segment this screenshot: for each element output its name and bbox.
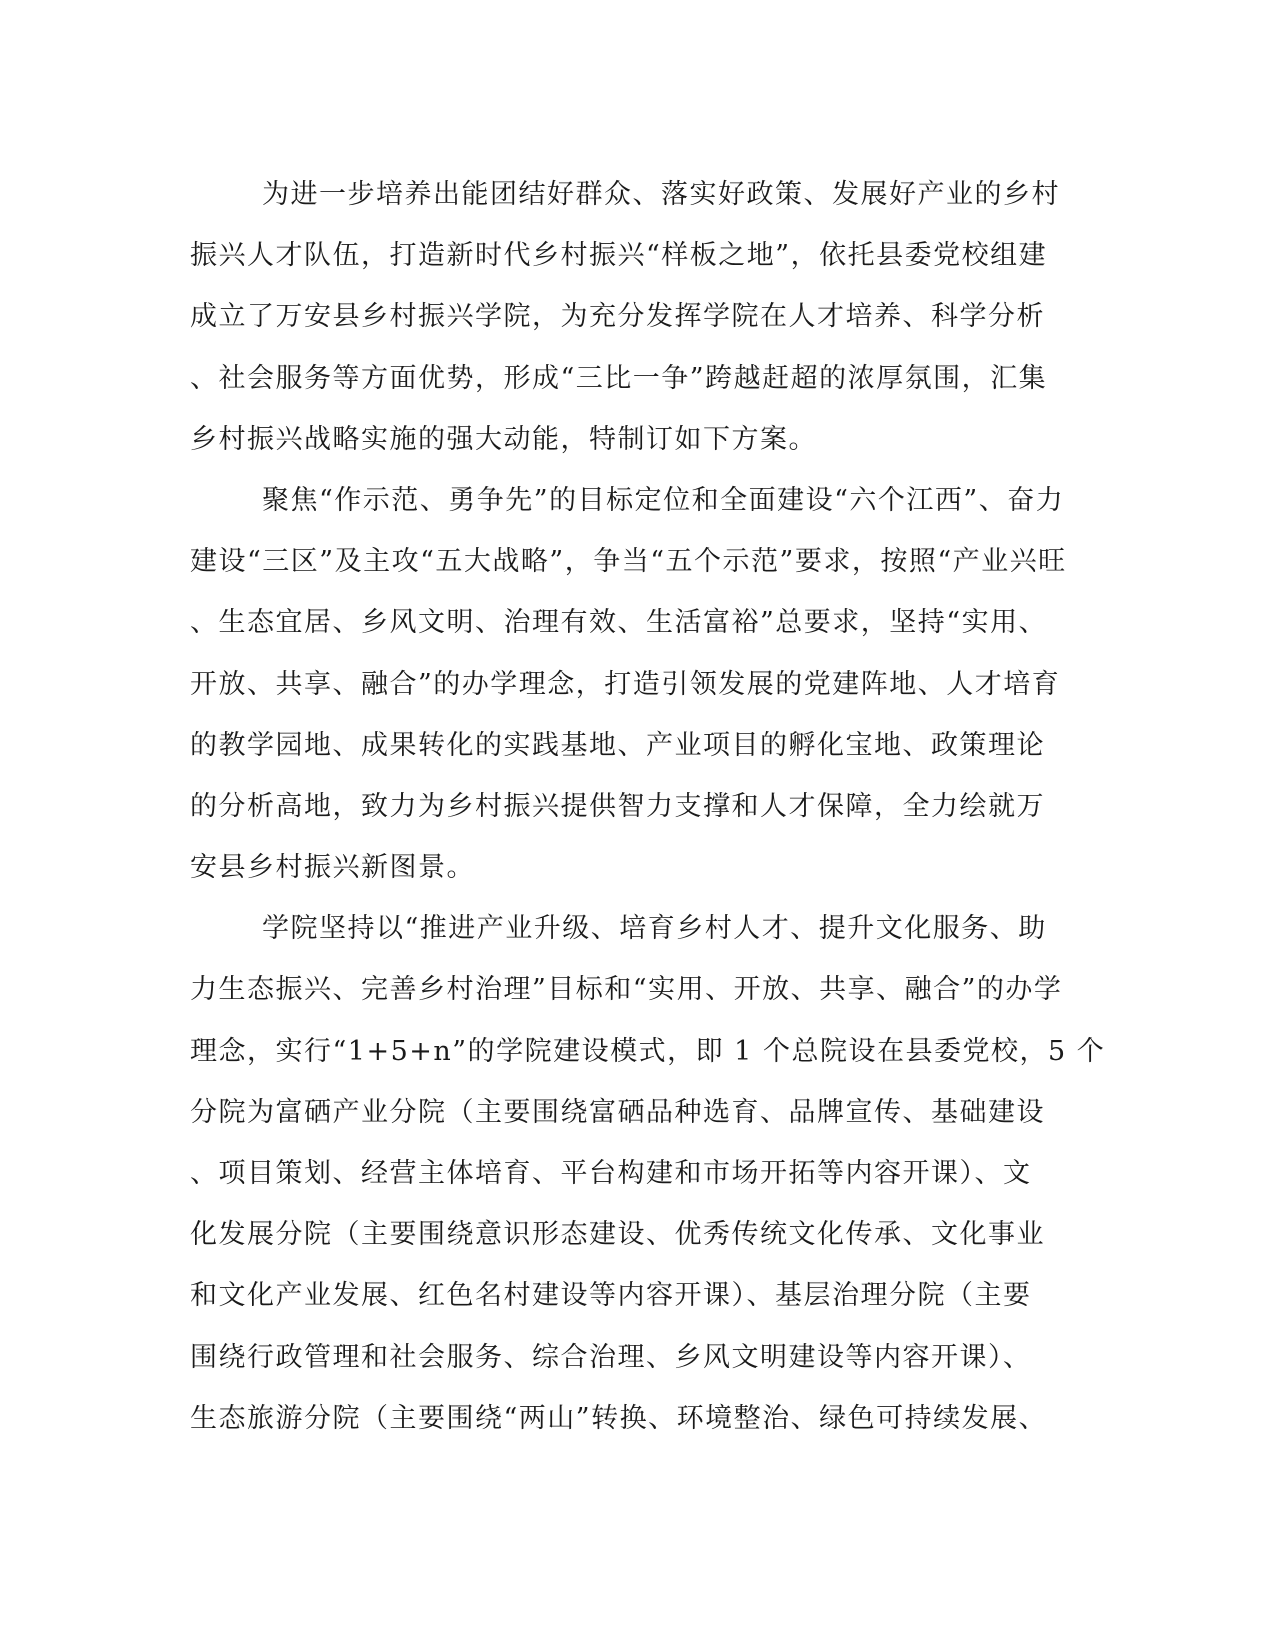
paragraph-intro [190, 164, 1070, 470]
paragraph-line: 生态旅游分院（主要围绕“两山”转换、环境整治、绿色可持续发展、 [190, 1402, 1048, 1434]
paragraph-line: 聚焦“作示范、勇争先”的目标定位和全面建设“六个江西”、奋力 [262, 484, 1065, 516]
paragraph-line: 学院坚持以“推进产业升级、培育乡村人才、提升文化服务、助 [262, 913, 1047, 945]
paragraph-line: 围绕行政管理和社会服务、综合治理、乡风文明建设等内容开课）、 [190, 1341, 1032, 1373]
paragraph-line: 的教学园地、成果转化的实践基地、产业项目的孵化宝地、政策理论 [190, 729, 1045, 761]
paragraph-line: 和文化产业发展、红色名村建设等内容开课）、基层治理分院（主要 [190, 1280, 1032, 1312]
paragraph-line: 化发展分院（主要围绕意识形态建设、优秀传统文化传承、文化事业 [190, 1219, 1045, 1251]
paragraph-line: 、生态宜居、乡风文明、治理有效、生活富裕”总要求，坚持“实用、 [190, 607, 1048, 639]
paragraph-line: 乡村振兴战略实施的强大动能，特制订如下方案。 [190, 423, 817, 455]
paragraph-line: 、项目策划、经营主体培育、平台构建和市场开拓等内容开课）、文 [190, 1158, 1032, 1189]
paragraph-line: 开放、共享、融合”的办学理念，打造引领发展的党建阵地、人才培育 [190, 668, 1061, 700]
paragraph-line: 安县乡村振兴新图景。 [190, 852, 475, 884]
body-text [190, 164, 1106, 1449]
paragraph-structure [190, 898, 1106, 1449]
paragraph-line: 振兴人才队伍，打造新时代乡村振兴“样板之地”，依托县委党校组建 [190, 240, 1048, 272]
paragraph-positioning [190, 470, 1070, 898]
paragraph-line: 力生态振兴、完善乡村治理”目标和“实用、开放、共享、融合”的办学 [190, 974, 1063, 1006]
paragraph-line: 理念，实行“1+5+n”的学院建设模式，即 1 个总院设在县委党校，5 个 [190, 1035, 1106, 1067]
paragraph-line: 成立了万安县乡村振兴学院，为充分发挥学院在人才培养、科学分析 [190, 301, 1045, 333]
paragraph-line: 建设“三区”及主攻“五大战略”，争当“五个示范”要求，按照“产业兴旺 [190, 546, 1067, 578]
paragraph-line: 、社会服务等方面优势，形成“三比一争”跨越赶超的浓厚氛围，汇集 [190, 362, 1048, 394]
paragraph-line: 的分析高地，致力为乡村振兴提供智力支撑和人才保障，全力绘就万 [190, 790, 1045, 822]
paragraph-line: 分院为富硒产业分院（主要围绕富硒品种选育、品牌宣传、基础建设 [190, 1096, 1045, 1128]
paragraph-line: 为进一步培养出能团结好群众、落实好政策、发展好产业的乡村 [262, 179, 1060, 210]
